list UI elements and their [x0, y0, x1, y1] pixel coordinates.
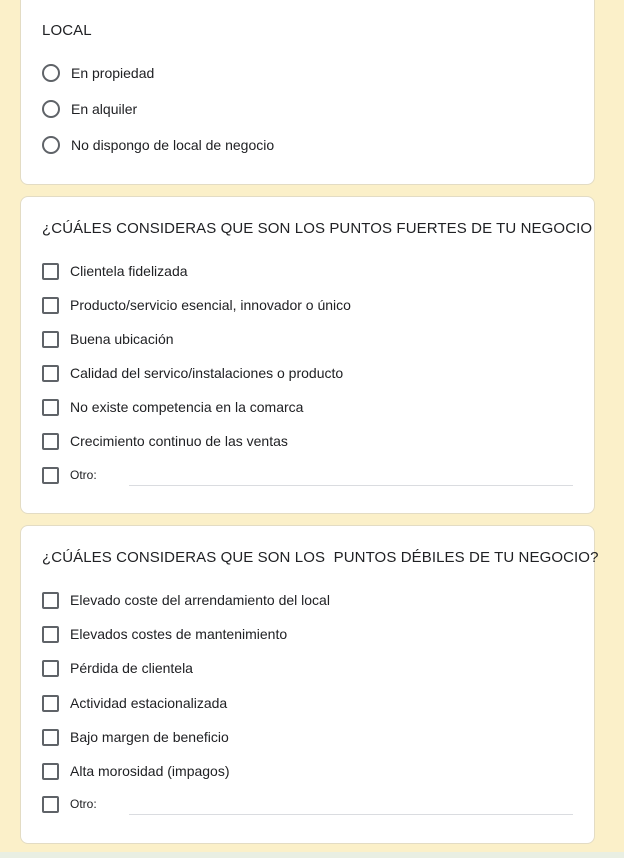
option-label: No dispongo de local de negocio [71, 137, 275, 153]
checkbox-option-other[interactable] [42, 794, 97, 814]
option-label: Crecimiento continuo de las ventas [70, 433, 288, 449]
other-text-input[interactable] [129, 485, 573, 486]
checkbox[interactable] [42, 592, 59, 609]
checkbox[interactable] [42, 331, 59, 348]
question-title-weaknesses: ¿CÚÁLES CONSIDERAS QUE SON LOS PUNTOS DÉBILES DE TU NEGOCIO? [42, 549, 599, 566]
question-title-local: LOCAL [42, 22, 92, 39]
checkbox-option[interactable] [42, 761, 230, 781]
checkbox-option[interactable] [42, 295, 351, 315]
checkbox[interactable] [42, 433, 59, 450]
checkbox-option[interactable] [42, 329, 174, 349]
checkbox[interactable] [42, 660, 59, 677]
option-label: Elevado coste del arrendamiento del local [70, 592, 330, 608]
radio-button[interactable] [42, 64, 60, 82]
checkbox[interactable] [42, 763, 59, 780]
checkbox-option[interactable] [42, 363, 343, 383]
checkbox-option[interactable] [42, 397, 303, 417]
question-title-strengths: ¿CÚÁLES CONSIDERAS QUE SON LOS PUNTOS FUERTES DE TU NEGOCIO [42, 220, 593, 237]
checkbox-option[interactable] [42, 261, 188, 281]
radio-option-en-alquiler[interactable] [42, 99, 137, 119]
option-label: En alquiler [71, 101, 138, 117]
checkbox[interactable] [42, 626, 59, 643]
radio-button[interactable] [42, 100, 60, 118]
option-label: Actividad estacionalizada [70, 695, 228, 711]
bottom-divider [0, 852, 624, 858]
checkbox[interactable] [42, 365, 59, 382]
checkbox-option[interactable] [42, 727, 229, 747]
checkbox[interactable] [42, 729, 59, 746]
checkbox-option[interactable] [42, 624, 287, 644]
question-card-strengths [20, 196, 595, 514]
checkbox-option[interactable] [42, 693, 227, 713]
radio-button[interactable] [42, 136, 60, 154]
option-label: Producto/servicio esencial, innovador o único [70, 297, 351, 313]
option-label: En propiedad [71, 65, 155, 81]
other-label: Otro: [70, 468, 97, 482]
other-text-input[interactable] [129, 814, 573, 815]
checkbox[interactable] [42, 399, 59, 416]
option-label: Bajo margen de beneficio [70, 729, 229, 745]
radio-option-en-propiedad[interactable] [42, 63, 154, 83]
option-label: Calidad del servico/instalaciones o producto [70, 365, 344, 381]
question-card-weaknesses [20, 525, 599, 844]
checkbox-option[interactable] [42, 658, 193, 678]
option-label: Elevados costes de mantenimiento [70, 626, 288, 642]
checkbox[interactable] [42, 467, 59, 484]
checkbox-option-other[interactable] [42, 465, 97, 485]
checkbox[interactable] [42, 297, 59, 314]
option-label: Pérdida de clientela [70, 660, 193, 676]
other-label: Otro: [70, 797, 97, 811]
radio-option-no-local[interactable] [42, 135, 274, 155]
checkbox[interactable] [42, 695, 59, 712]
checkbox-option[interactable] [42, 590, 330, 610]
checkbox[interactable] [42, 796, 59, 813]
checkbox-option[interactable] [42, 431, 288, 451]
question-card-local [20, 0, 595, 185]
option-label: Alta morosidad (impagos) [70, 763, 230, 779]
option-label: Buena ubicación [70, 331, 174, 347]
option-label: Clientela fidelizada [70, 263, 188, 279]
option-label: No existe competencia en la comarca [70, 399, 304, 415]
checkbox[interactable] [42, 263, 59, 280]
